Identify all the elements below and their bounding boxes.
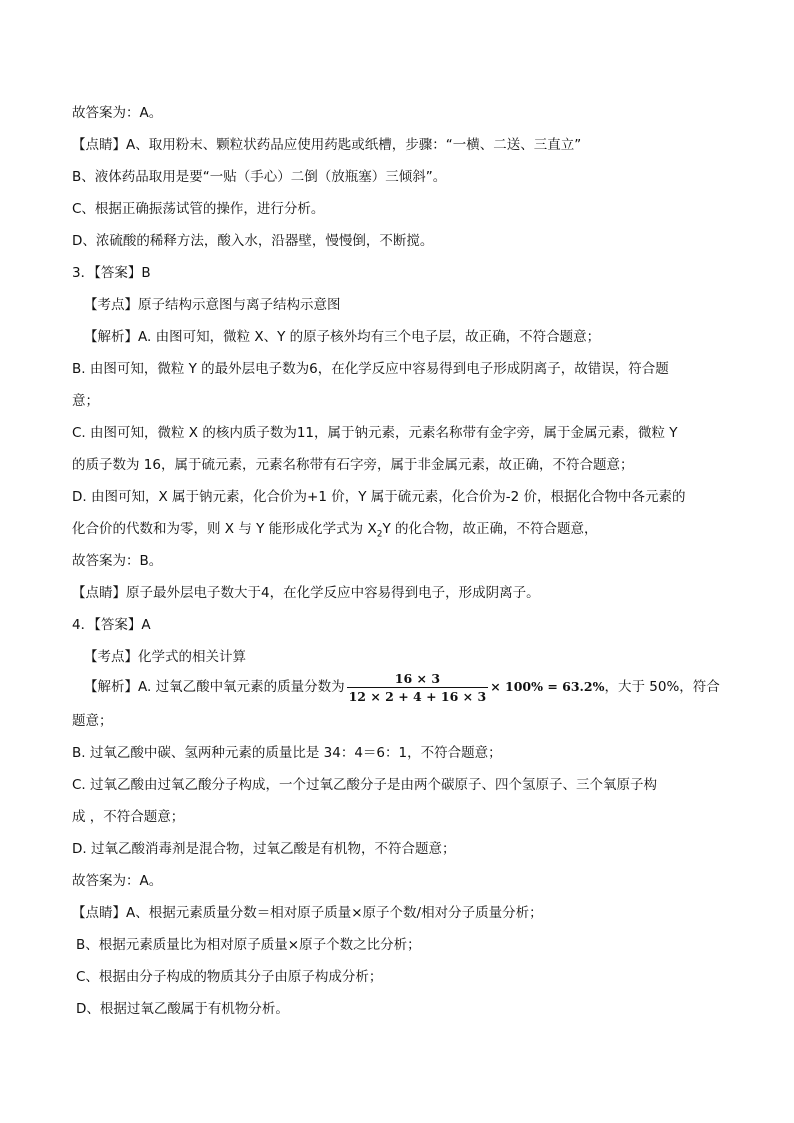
tip-line: B、根据元素质量比为相对原子质量×原子个数之比分析； <box>76 937 421 953</box>
formula-text: Y 的化合物，故正确，不符合题意， <box>382 521 598 537</box>
tip-line: C、根据由分子构成的物质其分子由原子构成分析； <box>76 969 383 985</box>
tip-line: D、根据过氧乙酸属于有机物分析。 <box>76 1001 289 1017</box>
tip-line: 【点睛】A、根据元素质量分数＝相对原子质量×原子个数/相对分子质量分析； <box>72 905 543 921</box>
answer-heading: 3．【答案】B <box>72 265 151 281</box>
analysis-line: 成 ，不符合题意； <box>72 809 185 825</box>
formula-result: × 100% = 63.2% <box>490 679 605 694</box>
analysis-line-formula <box>84 670 720 706</box>
formula-suffix: ，大于 50%，符合 <box>604 679 720 695</box>
topic-line: 【考点】化学式的相关计算 <box>84 649 246 665</box>
analysis-line: C. 过氧乙酸由过氧乙酸分子构成，一个过氧乙酸分子是由两个碳原子、四个氢原子、三个氧原子构 <box>72 777 658 793</box>
fraction-numerator: 16 × 3 <box>347 671 489 688</box>
formula-prefix: 【解析】A. 过氧乙酸中氧元素的质量分数为 <box>84 679 345 695</box>
analysis-line: 意； <box>72 393 99 409</box>
analysis-line: B. 过氧乙酸中碳、氢两种元素的质量比是 34：4＝6：1，不符合题意； <box>72 745 502 761</box>
answer-line: 故答案为：A。 <box>72 105 163 121</box>
analysis-line: C. 由图可知，微粒 X 的核内质子数为11，属于钠元素，元素名称带有金字旁，属于金属元素，微粒 Y <box>72 425 678 441</box>
fraction <box>347 671 489 704</box>
answer-line: 故答案为：A。 <box>72 873 163 889</box>
tip-line: 【点睛】原子最外层电子数大于4，在化学反应中容易得到电子，形成阴离子。 <box>72 585 540 601</box>
topic-line: 【考点】原子结构示意图与离子结构示意图 <box>84 297 341 313</box>
answer-heading: 4．【答案】A <box>72 617 151 633</box>
analysis-line: 【解析】A. 由图可知，微粒 X、Y 的原子核外均有三个电子层，故正确，不符合题意； <box>84 329 601 345</box>
fraction-denominator: 12 × 2 + 4 + 16 × 3 <box>348 688 487 704</box>
answer-line: 故答案为：B。 <box>72 553 163 569</box>
analysis-line: 的质子数为 16，属于硫元素，元素名称带有石字旁，属于非金属元素，故正确，不符合题意； <box>72 457 634 473</box>
analysis-line: D. 由图可知，X 属于钠元素，化合价为+1 价，Y 属于硫元素，化合价为-2 价，根据化合物中各元素的 <box>72 489 686 505</box>
analysis-line: 题意； <box>72 713 113 729</box>
analysis-line: B. 由图可知，微粒 Y 的最外层电子数为6，在化学反应中容易得到电子形成阴离子，故错误，符合题 <box>72 361 669 377</box>
analysis-line: D. 过氧乙酸消毒剂是混合物，过氧乙酸是有机物，不符合题意； <box>72 841 456 857</box>
tip-line: 【点睛】A、取用粉末、颗粒状药品应使用药匙或纸槽，步骤：“一横、二送、三直立” <box>72 137 582 153</box>
tip-line: B、液体药品取用是要“一贴（手心）二倒（放瓶塞）三倾斜”。 <box>72 169 447 185</box>
tip-line: C、根据正确振荡试管的操作，进行分析。 <box>72 201 325 217</box>
formula-text: 化合价的代数和为零，则 X 与 Y 能形成化学式为 X <box>72 521 377 537</box>
formula-subscript: 2 <box>376 529 383 540</box>
analysis-line <box>72 520 597 544</box>
tip-line: D、浓硫酸的稀释方法，酸入水，沿器壁，慢慢倒，不断搅。 <box>72 233 434 249</box>
